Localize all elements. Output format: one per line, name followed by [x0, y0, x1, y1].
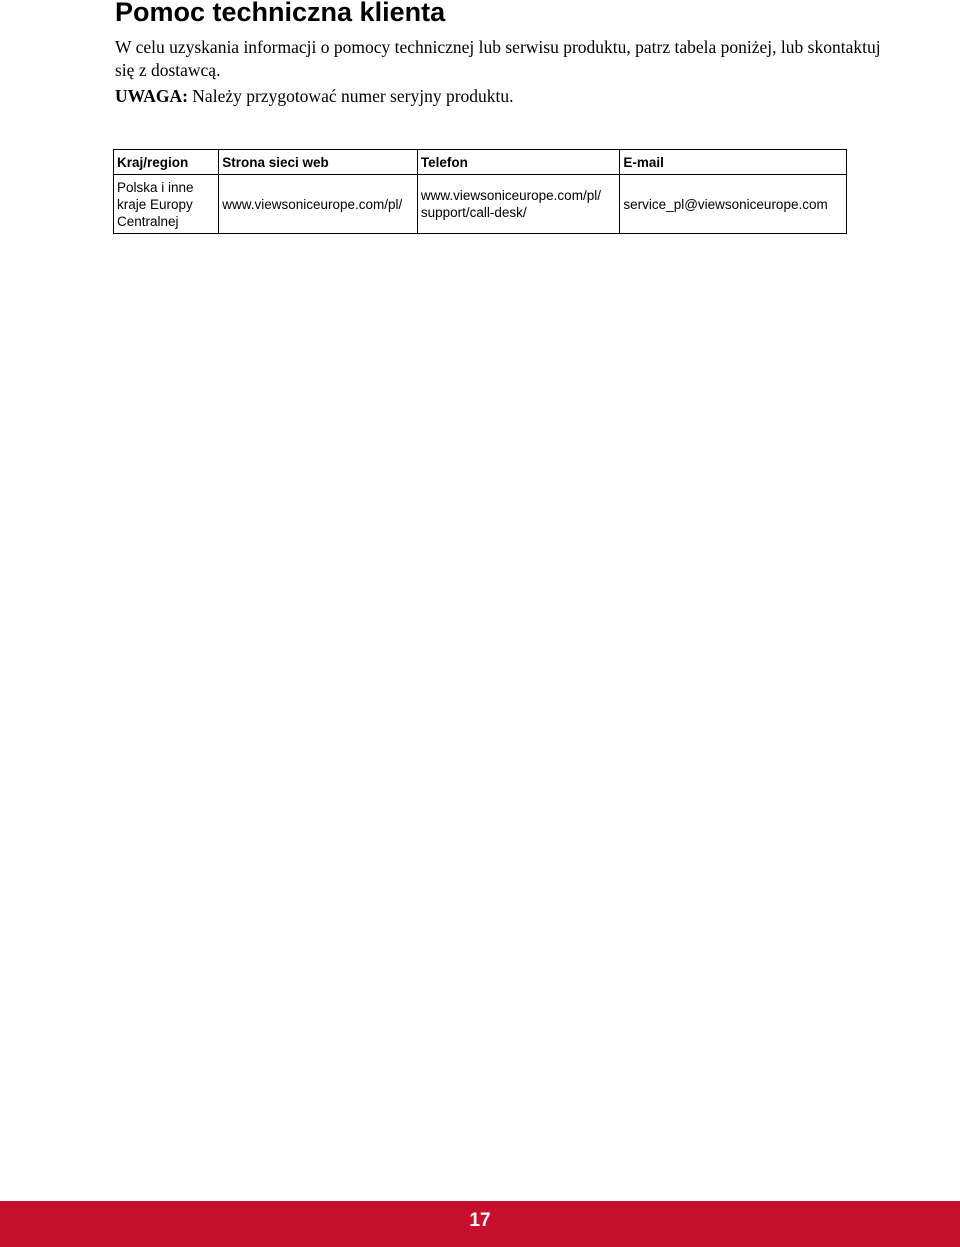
- phone-link[interactable]: www.viewsoniceurope.com/pl/ support/call-desk/: [417, 175, 620, 234]
- page-number: 17: [469, 1210, 491, 1231]
- footer-bar: [0, 1201, 960, 1247]
- table-header-row: [114, 150, 847, 175]
- column-header-region: Kraj/region: [114, 150, 219, 175]
- column-header-phone: Telefon: [417, 150, 620, 175]
- web-link[interactable]: www.viewsoniceurope.com/pl/: [219, 175, 418, 234]
- email-link[interactable]: service_pl@viewsoniceurope.com: [620, 175, 847, 234]
- note-text: Należy przygotować numer seryjny produktu.: [187, 86, 514, 106]
- support-contact-table: [113, 149, 847, 234]
- region-cell: Polska i inne kraje Europy Centralnej: [114, 175, 219, 234]
- note-paragraph: [115, 85, 514, 108]
- column-header-web: Strona sieci web: [219, 150, 418, 175]
- note-label: UWAGA:: [115, 86, 188, 106]
- table-row: [114, 175, 847, 234]
- intro-paragraph: W celu uzyskania informacji o pomocy technicznej lub serwisu produktu, patrz tabela poniżej, lub skontaktuj się z dostawcą.: [115, 37, 881, 80]
- column-header-email: E-mail: [620, 150, 847, 175]
- page-title: Pomoc techniczna klienta: [115, 0, 446, 27]
